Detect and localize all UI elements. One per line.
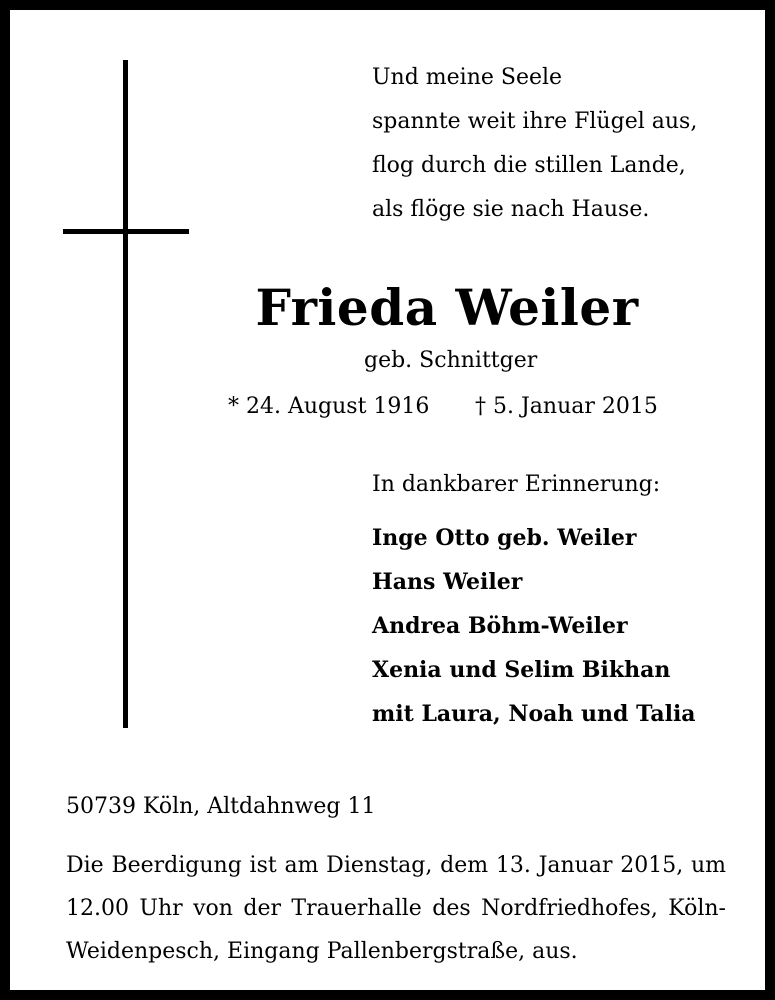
poem-line: als flöge sie nach Hause.	[372, 197, 650, 222]
cross-icon-bar	[63, 229, 189, 234]
deceased-name: Frieda Weiler	[255, 278, 639, 337]
mourner: Andrea Böhm-Weiler	[372, 613, 628, 639]
funeral-line: Weidenpesch, Eingang Pallenbergstraße, aus.	[66, 939, 578, 964]
mourner: Inge Otto geb. Weiler	[372, 525, 637, 551]
poem-line: flog durch die stillen Lande,	[372, 153, 686, 178]
mourners-list	[372, 516, 696, 736]
poem	[372, 56, 697, 232]
mourner: Hans Weiler	[372, 569, 523, 595]
cross-icon	[123, 60, 128, 728]
funeral-line: Die Beerdigung ist am Dienstag, dem 13. Januar 2015, um	[66, 853, 726, 878]
death-date: † 5. Januar 2015	[475, 394, 658, 419]
funeral-notice	[66, 844, 726, 973]
poem-line: Und meine Seele	[372, 65, 563, 90]
poem-line: spannte weit ihre Flügel aus,	[372, 109, 698, 134]
maiden-name: geb. Schnittger	[364, 348, 538, 373]
mourner: mit Laura, Noah und Talia	[372, 701, 696, 727]
deceased-name-row	[10, 278, 775, 337]
birth-date: * 24. August 1916	[228, 394, 430, 419]
funeral-line: 12.00 Uhr von der Trauerhalle des Nordfriedhofes, Köln-	[66, 896, 726, 921]
address: 50739 Köln, Altdahnweg 11	[66, 794, 376, 819]
mourner: Xenia und Selim Bikhan	[372, 657, 671, 683]
thanks-heading: In dankbarer Erinnerung:	[372, 472, 661, 497]
